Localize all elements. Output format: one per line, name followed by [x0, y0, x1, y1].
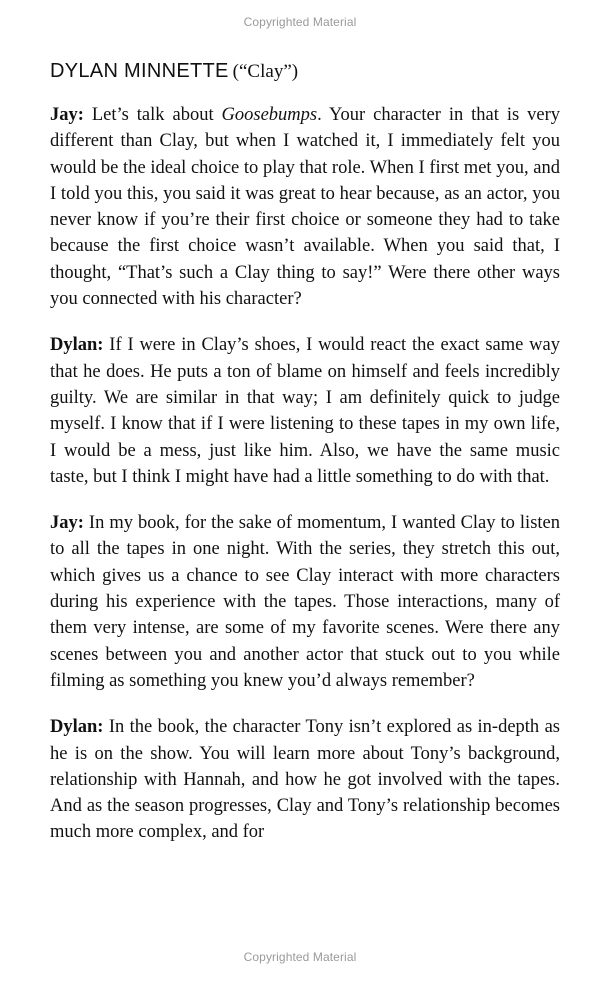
- copyright-watermark-bottom: Copyrighted Material: [243, 950, 357, 964]
- title-reference: Goosebumps: [221, 105, 318, 125]
- paragraph-text: If I were in Clay’s shoes, I would react the exact same way that he does. He puts a ton of blame on himself and feels incredibly guilty. We are similar in that way; I am definitely quick to judge myself. I know that if I were listening to these tapes in my own life, I would be a mess, just like him. Also, we have the same music taste, but I think I might have had a little something to do with that.: [50, 335, 560, 487]
- speaker-label: Jay:: [50, 513, 84, 534]
- interview-paragraph: [50, 714, 560, 845]
- copyright-watermark-top: Copyrighted Material: [243, 15, 357, 29]
- paragraph-text: . Your character in that is very different than Clay, but when I watched it, I immediately felt you would be the ideal choice to play that role. When I first met you, and I told you this, you said it was great to hear because, as an actor, you never know if you’re their first choice or someone they had to take because the first choice wasn’t available. When you said that, I thought, “That’s such a Clay thing to say!” Were there other ways you connected with his character?: [50, 105, 560, 310]
- interviewee-role: (“Clay”): [232, 61, 299, 82]
- paragraph-text: In my book, for the sake of momentum, I wanted Clay to listen to all the tapes in one night. With the series, they stretch this out, which gives us a chance to see Clay interact with more characters during his experience with the tapes. Those interactions, many of them very intense, are some of my favorite scenes. Were there any scenes between you and another actor that stuck out to you while filming as something you knew you’d always remember?: [50, 513, 560, 691]
- interview-paragraph: [50, 510, 560, 694]
- interviewee-name: DYLAN MINNETTE: [50, 60, 229, 82]
- paragraph-text: In the book, the character Tony isn’t explored as in-depth as he is on the show. You will learn more about Tony’s background, relationship with Hannah, and how he got involved with the tapes. And as the season progresses, Clay and Tony’s relationship becomes much more complex, and for: [50, 717, 560, 843]
- paragraph-text: Let’s talk about: [83, 105, 222, 125]
- interview-paragraph: [50, 102, 560, 312]
- speaker-label: Dylan:: [50, 717, 104, 738]
- speaker-label: Dylan:: [50, 335, 104, 356]
- interview-body: [50, 102, 560, 866]
- interview-paragraph: [50, 332, 560, 490]
- speaker-label: Jay:: [50, 105, 84, 125]
- page-title: [50, 60, 560, 83]
